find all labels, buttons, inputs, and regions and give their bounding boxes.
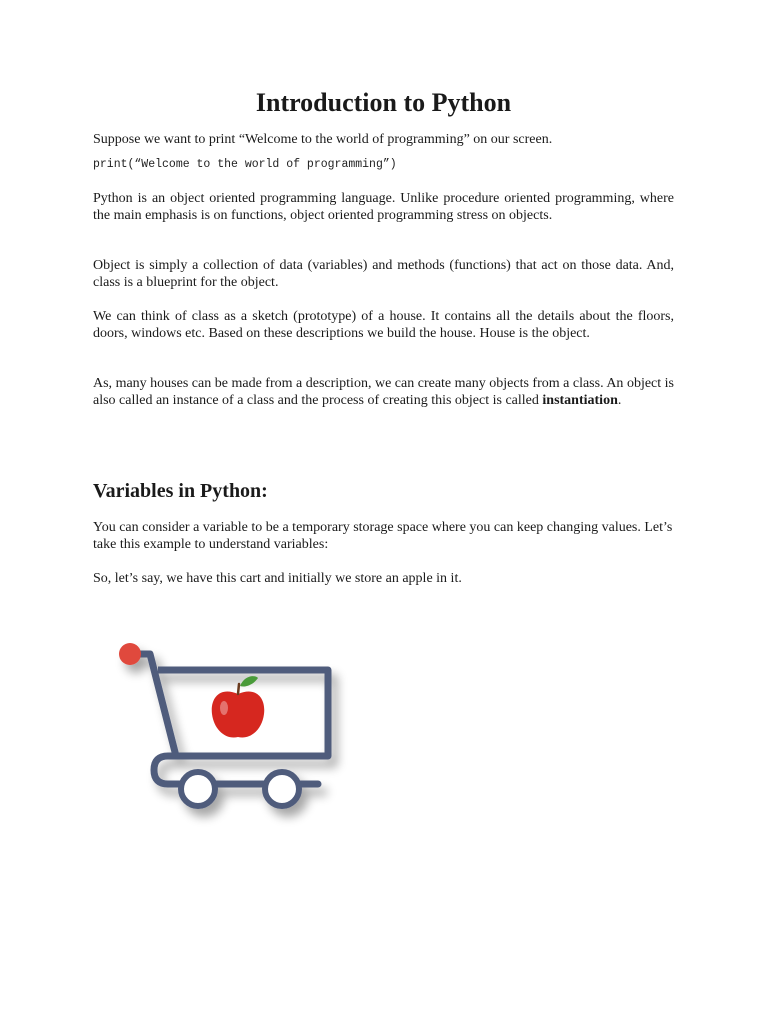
shopping-cart-icon — [110, 636, 370, 836]
cart-illustration — [110, 636, 370, 836]
section-heading: Variables in Python: — [93, 480, 268, 502]
oop-paragraph: Python is an object oriented programming language. Unlike procedure oriented programming, where the main emphasis is on functions, object oriented programming stress on objects. — [93, 191, 674, 223]
intro-paragraph: Suppose we want to print “Welcome to the world of programming” on our screen. — [93, 132, 553, 147]
instance-period: . — [617, 393, 622, 408]
instance-paragraph — [93, 375, 674, 409]
variable-paragraph: You can consider a variable to be a temporary storage space where you can keep changing values. Let’s take this example to understand variables: — [93, 520, 673, 552]
apple-icon — [212, 676, 265, 737]
object-paragraph: Object is simply a collection of data (variables) and methods (functions) that act on those data. And, class is a blueprint for the object. — [93, 258, 674, 290]
page-title: Introduction to Python — [255, 88, 512, 117]
document-page — [93, 0, 674, 1024]
instantiation-term: instantiation — [542, 393, 618, 408]
instance-text: As, many houses can be made from a description, we can create many objects from a class. An object is also called an instance of a class and the process of creating this object is called — [93, 376, 674, 408]
cart-paragraph: So, let’s say, we have this cart and initially we store an apple in it. — [93, 571, 462, 586]
code-snippet: print(“Welcome to the world of programming”) — [93, 158, 397, 171]
class-paragraph: We can think of class as a sketch (prototype) of a house. It contains all the details about the floors, doors, windows etc. Based on these descriptions we build the house. House is the object. — [93, 309, 674, 341]
